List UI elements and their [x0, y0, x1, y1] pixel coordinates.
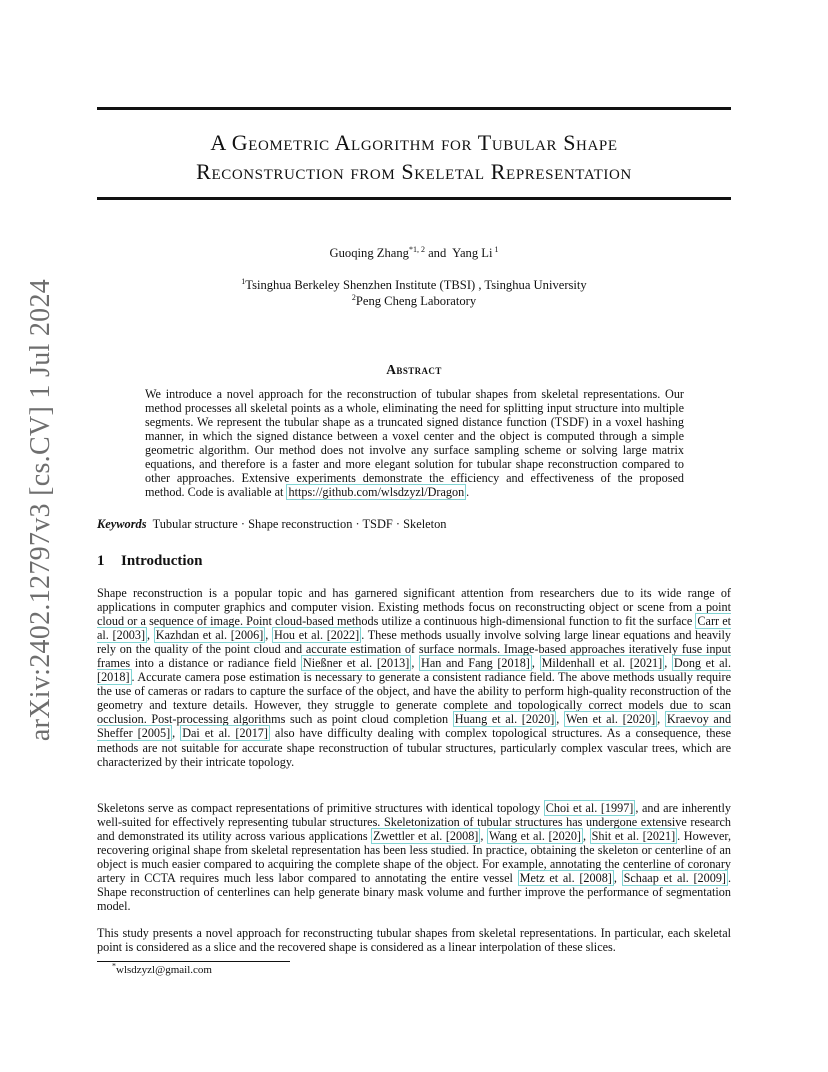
footnote-email: wlsdzyzl@gmail.com [116, 964, 212, 976]
citation-link[interactable]: Hou et al. [2022] [274, 628, 360, 643]
citation-link[interactable]: Nießner et al. [2013] [302, 656, 410, 671]
author-name: Yang Li [452, 246, 493, 260]
title-line-2: Reconstruction from Skeletal Representation [196, 159, 632, 184]
title-line-1: A Geometric Algorithm for Tubular Shape [210, 130, 618, 155]
citation-link[interactable]: Wang et al. [2020] [488, 829, 581, 844]
author-superscript: 1 [492, 244, 499, 254]
code-link[interactable]: https://github.com/wlsdzyzl/Dragon [288, 485, 465, 500]
citation-link[interactable]: Choi et al. [1997] [545, 801, 634, 815]
author-separator: and [424, 246, 453, 260]
footnote [112, 961, 212, 976]
citation-link[interactable]: Zwettler et al. [2008] [373, 829, 479, 844]
citation-link[interactable]: Kraevoy and Sheffer [2005] [97, 712, 732, 741]
section-heading [97, 553, 202, 570]
arxiv-id: arXiv:2402.12797v3 [cs.CV] 1 Jul 2024 [25, 278, 56, 742]
paper-title [97, 128, 731, 186]
affiliation-2: $^2$Peng Cheng Laboratory [351, 292, 477, 308]
title-rule-bottom [97, 197, 731, 200]
author-superscript: *1, 2 [408, 244, 425, 254]
citation-link[interactable]: Schaap et al. [2009] [623, 871, 726, 886]
author-name: Guoqing Zhang [329, 246, 409, 260]
citation-link[interactable]: Huang et al. [2020] [454, 712, 555, 727]
keywords-label: Keywords [97, 517, 147, 531]
citation-link[interactable]: Wen et al. [2020] [566, 712, 656, 727]
section-number: 1 [97, 553, 105, 569]
footnote-mark: * [112, 961, 116, 971]
citation-link[interactable]: Mildenhall et al. [2021] [541, 656, 663, 671]
section-title: Introduction [121, 553, 203, 569]
keywords-line [97, 517, 446, 532]
abstract-heading: Abstract [386, 362, 442, 377]
author-list [97, 246, 731, 261]
intro-paragraph-2: Skeletons serve as compact representations of primitive structures with identical topology Choi et al. [1997] , and are inherently well-suited for effectively representing tubular structures. Skeletonization of tubular structures has undergone extensive research and demonstrated its utility across various applications Zwettler et al. [2008] , Wang et al. [2020] , Shit et al. [2021] . However, recovering original shape from skeletal representation has been less studied. In practice, obtaining the skeleton or centerline of an object is much easier compared to acquiring the complete shape of the object. For example, annotating the centerline of coronary artery in CCTA requires much less labor compared to annotating the entire vessel Metz et al. [2008] , Schaap et al. [2009] . Shape reconstruction of centerlines can help generate binary mask volume and further improve the performance of segmentation model. [97, 801, 732, 914]
citation-link[interactable]: Carr et al. [2003] [97, 614, 731, 643]
affiliation-1: $^1$Tsinghua Berkeley Shenzhen Institute (TBSI) , Tsinghua University [241, 276, 587, 292]
abstract-body: We introduce a novel approach for the reconstruction of tubular shapes from skeletal representations. Our method processes all skeletal points as a whole, eliminating the need for splitting input structure into multiple segments. We represent the tubular shape as a truncated signed distance function (TSDF) in a voxel hashing manner, in which the signed distance between a voxel center and the object is computed through a simple geometric algorithm. Our method does not involve any surface sampling scheme or solving large matrix equations, and therefore is a faster and more elegant solution for tubular shape reconstruction compared to other approaches. Extensive experiments demonstrate the efficiency and effectiveness of the proposed method. Code is avaliable at https://github.com/wlsdzyzl/Dragon . [145, 387, 684, 500]
citation-link[interactable]: Kazhdan et al. [2006] [155, 628, 264, 643]
citation-link[interactable]: Dai et al. [2017] [182, 726, 268, 741]
citation-link[interactable]: Han and Fang [2018] [421, 656, 530, 671]
title-rule-top [97, 107, 731, 110]
intro-paragraph-1: Shape reconstruction is a popular topic and has garnered significant attention from researchers due to its wide range of applications in computer graphics and computer vision. Existing methods focus on reconstructing object or scene from a point cloud or a sequence of image. Point cloud-based methods utilize a continuous high-dimensional function to fit the surface Carr et al. [2003] , Kazhdan et al. [2006] , Hou et al. [2022] . These methods usually involve solving large linear equations and heavily rely on the quality of the point cloud and accurate estimation of surface normals. Image-based approaches iteratively fuse input frames into a distance or radiance field Nießner et al. [2013] , Han and Fang [2018] , Mildenhall et al. [2021] , Dong et al. [2018] . Accurate camera pose estimation is necessary to generate a consistent radiance field. The above methods usually require the use of cameras or radars to capture the surface of the object, and have the ability to perform high-quality reconstruction of the geometry and texture details. However, they struggle to generate complete and topologically correct models due to scan occlusion. Post-processing algorithms such as point cloud completion Huang et al. [2020] , Wen et al. [2020] , Kraevoy and Sheffer [2005] , Dai et al. [2017] also have difficulty dealing with complex topological structures. As a consequence, these methods are not suitable for accurate shape reconstruction of tubular structures, particularly complex vascular trees, which are characterized by their intricate topology. [97, 586, 732, 769]
citation-link[interactable]: Shit et al. [2021] [591, 829, 676, 844]
arxiv-sidebar-stamp [22, 278, 60, 742]
citation-link[interactable]: Metz et al. [2008] [519, 871, 612, 886]
footnote-rule [97, 961, 290, 962]
intro-paragraph-3: This study presents a novel approach for reconstructing tubular shapes from skeletal representations. In particular, each skeletal point is considered as a slice and the recovered shape is considered as a linear interpolation of these slices. [97, 926, 731, 955]
keywords-text: Tubular structure · Shape reconstruction · TSDF · Skeleton [152, 517, 447, 531]
citation-link[interactable]: Dong et al. [2018] [97, 656, 731, 685]
